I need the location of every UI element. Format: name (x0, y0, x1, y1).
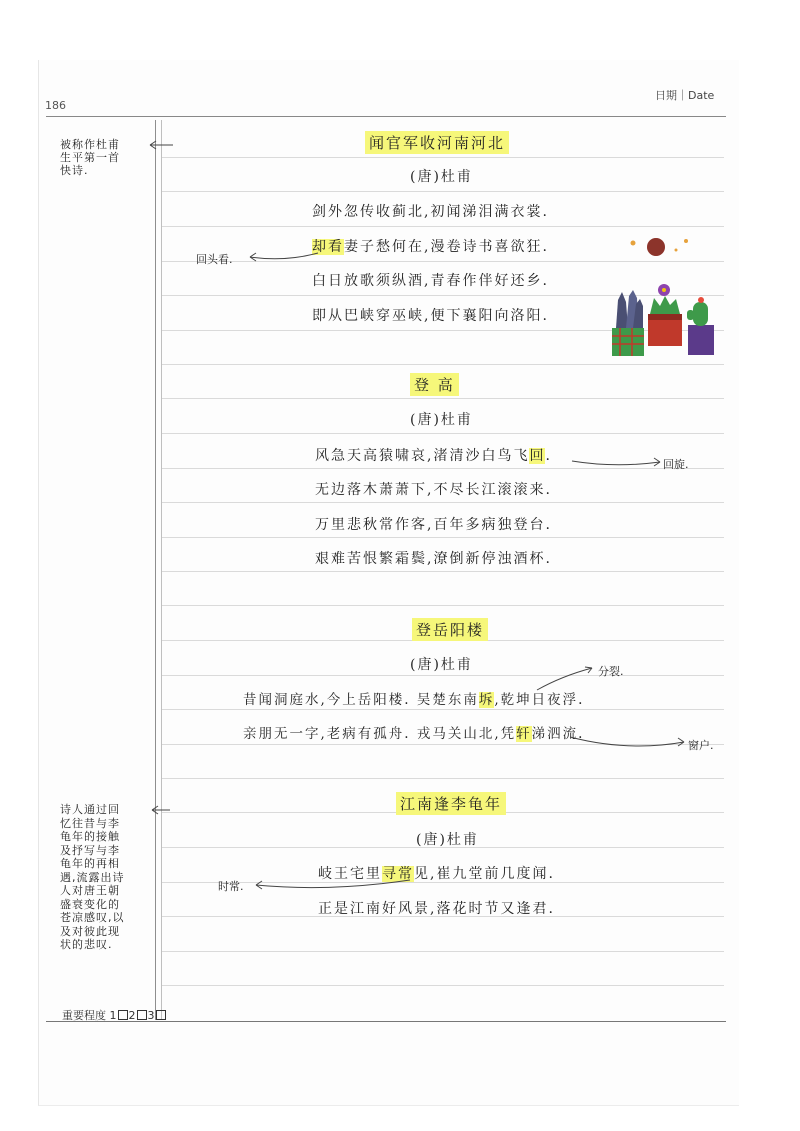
note-line: 快诗. (60, 164, 89, 177)
poem-line: 即从巴峡穿巫峡,便下襄阳向洛阳. (312, 308, 549, 324)
poem-line: 艰难苦恨繁霜鬓,潦倒新停浊酒杯. (315, 551, 552, 567)
poem-line-rest: ,乾坤日夜浮. (494, 692, 585, 708)
note-line: 苍凉感叹,以 (60, 911, 125, 924)
poem-line-start: 岐王宅里 (318, 866, 382, 882)
checkbox-icon[interactable] (156, 1010, 166, 1020)
highlighted-word: 寻常 (382, 866, 414, 882)
note-line: 遇,流露出诗 (60, 870, 125, 884)
poem-line-start: 亲朋无一字,老病有孤舟. 戎马关山北,凭 (243, 726, 517, 742)
arrow-line (250, 253, 318, 259)
checkbox-icon[interactable] (118, 1010, 128, 1020)
poem-line-start: 昔闻洞庭水,今上岳阳楼. 吴楚东南 (243, 692, 479, 708)
arrow-head (678, 738, 684, 746)
poem-line-rest: 妻子愁何在,漫卷诗书喜欲狂. (344, 239, 549, 255)
highlighted-word: 坼 (478, 692, 495, 708)
poem-title: 登 高 (410, 373, 459, 396)
note-line: 状的悲叹. (60, 938, 113, 951)
sun-doodle (631, 238, 689, 256)
annotation-xun-chang: 时常. (218, 880, 244, 893)
poem-title: 江南逢李龟年 (396, 792, 506, 815)
poem-line-rest: 见,崔九堂前几度闻. (414, 866, 555, 882)
importance-label: 重要程度 (62, 1009, 106, 1022)
arrow-line (537, 668, 592, 690)
arrow-line (572, 461, 660, 465)
highlighted-word: 却看 (312, 239, 344, 255)
poem-author: (唐)杜甫 (410, 657, 473, 673)
poem-title: 闻官军收河南河北 (365, 131, 509, 154)
importance-rating (62, 1007, 167, 1023)
page-number: 186 (45, 99, 66, 112)
importance-level: 2 (128, 1009, 136, 1022)
date-label: 日期｜Date (655, 89, 715, 102)
note-line: 及对彼此现 (60, 924, 120, 938)
note-line: 人对唐王朝 (60, 884, 120, 897)
note-line: 龟年的接触 (60, 830, 120, 843)
poem-author: (唐)杜甫 (410, 169, 473, 185)
poem-title: 登岳阳楼 (412, 618, 488, 641)
poem-line: 剑外忽传收蓟北,初闻涕泪满衣裳. (312, 204, 549, 220)
importance-level: 3 (147, 1009, 155, 1022)
note-line: 生平第一首 (60, 151, 120, 164)
annotation-que-kan: 回头看. (196, 253, 233, 266)
plant-pots-doodle (612, 284, 714, 356)
note-line: 忆往昔与李 (60, 816, 120, 830)
poem-line: 白日放歌须纵酒,青春作伴好还乡. (312, 273, 549, 289)
checkbox-icon[interactable] (137, 1010, 147, 1020)
arrow-line (256, 880, 410, 888)
arrow-line (570, 737, 684, 746)
annotation-xuan: 窗户. (688, 739, 714, 752)
poem-line-rest: . (545, 448, 552, 464)
poem-author: (唐)杜甫 (410, 412, 473, 428)
poem-line-start: 风急天高猿啸哀,渚清沙白鸟飞 (315, 448, 530, 464)
poem-line: 万里悲秋常作客,百年多病独登台. (315, 517, 552, 533)
poem-line: 正是江南好风景,落花时节又逢君. (318, 901, 555, 917)
annotation-che: 分裂. (598, 665, 624, 678)
poem-author: (唐)杜甫 (416, 832, 479, 848)
highlighted-word: 轩 (516, 726, 532, 742)
poem-line-rest: 涕泗流. (531, 726, 585, 742)
importance-level: 1 (109, 1009, 117, 1022)
highlighted-word: 回 (529, 448, 546, 464)
note-line: 龟年的再相 (60, 857, 120, 870)
note-line: 被称作杜甫 (60, 138, 120, 151)
note-line: 及抒写与李 (60, 843, 120, 857)
note-line: 盛衰变化的 (60, 897, 120, 911)
annotation-hui: 回旋. (663, 458, 689, 471)
note-line: 诗人通过回 (60, 803, 120, 816)
poem-line: 无边落木萧萧下,不尽长江滚滚来. (315, 482, 552, 498)
